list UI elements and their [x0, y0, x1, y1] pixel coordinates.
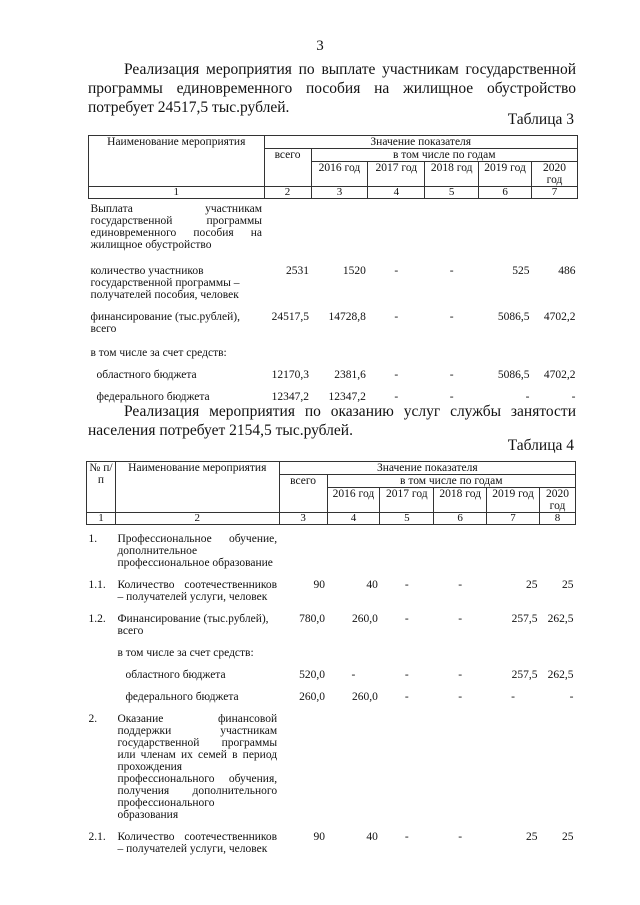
table-row: [87, 709, 576, 827]
table-row: [87, 665, 576, 687]
t3-cell: 2381,6: [334, 369, 366, 381]
t3-cell: -: [394, 265, 399, 277]
t3-row-name: областного бюджета: [96, 369, 197, 381]
t3-row-name: количество участников государственной программы – получателей пособия, человек: [90, 265, 240, 301]
t4-cell: -: [404, 579, 409, 591]
table-row: [89, 199, 578, 262]
t4-row-name: областного бюджета: [125, 669, 226, 681]
t4-row-name: Профессиональное обучение, дополнительное профессиональное образование: [117, 533, 278, 569]
t3-year: 2020 год: [532, 162, 578, 187]
paragraph-table4-intro: [88, 402, 576, 440]
t3-colnum: 3: [311, 187, 368, 199]
t4-header-byyears: в том числе по годам: [327, 475, 575, 488]
t4-cell: 25: [525, 579, 538, 591]
t4-year: 2020 год: [539, 488, 575, 513]
t4-year: 2019 год: [487, 488, 540, 513]
t3-cell: 12347,2: [328, 391, 366, 403]
t3-cell: 12347,2: [271, 391, 309, 403]
t4-cell: -: [404, 613, 409, 625]
t3-colnum: 7: [532, 187, 578, 199]
t4-year: 2016 год: [327, 488, 380, 513]
t3-cell: -: [394, 369, 399, 381]
t3-colnum: 5: [425, 187, 479, 199]
t3-colnum: 1: [89, 187, 265, 199]
t4-year: 2017 год: [380, 488, 434, 513]
table-3: [88, 135, 578, 409]
t4-cell: 25: [562, 831, 574, 843]
t4-cell: -: [569, 691, 574, 703]
t3-cell: -: [571, 391, 576, 403]
t3-cell: -: [449, 265, 454, 277]
t4-cell: -: [458, 579, 463, 591]
t3-cell: 4702,2: [543, 369, 576, 381]
table-row: [87, 643, 576, 665]
t3-year: 2018 год: [425, 162, 479, 187]
t3-cell: 2531: [286, 265, 309, 277]
t4-cell: 260,0: [352, 613, 378, 625]
t3-row-name: в том числе за счет средств:: [90, 347, 227, 359]
t4-row-name: Количество соотечественников – получателей услуги, человек: [117, 831, 278, 855]
t4-cell: 262,5: [547, 613, 574, 625]
t4-row-no: 1.2.: [88, 613, 106, 625]
table-row: [87, 525, 576, 576]
t4-row-name: федерального бюджета: [125, 691, 239, 703]
t3-cell: -: [449, 311, 454, 323]
t4-cell: 257,5: [511, 613, 538, 625]
t4-row-no: [87, 665, 116, 687]
t4-cell: 90: [313, 579, 326, 591]
t4-header-value: Значение показателя: [279, 462, 575, 475]
t4-cell: 40: [366, 831, 378, 843]
t4-row-name: Финансирование (тыс.рублей), всего: [117, 613, 269, 637]
page-number: 3: [316, 38, 324, 54]
t3-cell: -: [525, 391, 530, 403]
t3-cell: -: [449, 391, 454, 403]
table-row: [87, 609, 576, 643]
t4-cell: -: [404, 691, 409, 703]
t4-row-no: 2.: [88, 713, 98, 725]
paragraph-table3-intro: [88, 60, 576, 117]
t4-cell: 25: [525, 831, 538, 843]
t4-header-total: всего: [279, 475, 327, 513]
t3-row-name: Выплата участникам государственной программы единовременного пособия на жилищное обустройство: [90, 203, 263, 251]
t4-row-no: [87, 643, 116, 665]
t4-cell: 40: [366, 579, 378, 591]
t4-cell: -: [458, 831, 463, 843]
t4-cell: 90: [313, 831, 326, 843]
t4-cell: 520,0: [299, 669, 326, 681]
table-row: [89, 307, 578, 341]
t4-row-no: 2.1.: [88, 831, 106, 843]
t4-header-name: Наименование мероприятия: [115, 462, 279, 513]
t4-cell: 262,5: [547, 669, 574, 681]
t4-row-no: [87, 687, 116, 709]
t4-cell: -: [458, 613, 463, 625]
t3-cell: 24517,5: [271, 311, 309, 323]
table3-title: Таблица 3: [507, 111, 574, 128]
t3-year: 2016 год: [311, 162, 368, 187]
table-row: [87, 575, 576, 609]
t3-cell: -: [394, 311, 399, 323]
t4-colnum: 7: [487, 513, 540, 525]
t4-cell: 780,0: [299, 613, 326, 625]
t3-colnum: 4: [368, 187, 425, 199]
t4-cell: -: [458, 669, 463, 681]
table-row: [89, 365, 578, 387]
t4-cell: 260,0: [299, 691, 326, 703]
t4-cell: 257,5: [511, 669, 538, 681]
t4-colnum: 1: [87, 513, 116, 525]
t3-cell: 14728,8: [328, 311, 366, 323]
t4-row-no: 1.: [88, 533, 98, 545]
t3-cell: -: [449, 369, 454, 381]
t3-row-name: финансирование (тыс.рублей), всего: [90, 311, 240, 335]
t3-cell: 5086,5: [497, 311, 530, 323]
table-row: [87, 827, 576, 861]
t4-cell: -: [458, 691, 463, 703]
table-row: [89, 341, 578, 365]
table4-title: Таблица 4: [507, 437, 574, 454]
t4-colnum: 4: [327, 513, 380, 525]
t3-cell: 5086,5: [497, 369, 530, 381]
paragraph-text: Реализация мероприятия по оказанию услуг службы занятости населения потребует 2154,5 тыс.рублей.: [88, 403, 576, 439]
t4-colnum: 2: [115, 513, 279, 525]
t3-cell: 12170,3: [271, 369, 309, 381]
t4-cell: 260,0: [352, 691, 378, 703]
t3-cell: 525: [512, 265, 530, 277]
t4-cell: -: [351, 669, 356, 681]
t4-colnum: 5: [380, 513, 434, 525]
table-row: [89, 261, 578, 307]
t4-header-no: № п/п: [87, 462, 116, 513]
t4-row-name: Количество соотечественников – получателей услуги, человек: [117, 579, 278, 603]
t3-header-value: Значение показателя: [264, 136, 577, 149]
t3-cell: 1520: [342, 265, 366, 277]
t3-row-name: федерального бюджета: [96, 391, 210, 403]
t3-header-byyears: в том числе по годам: [311, 149, 578, 162]
t3-cell: 486: [558, 265, 576, 277]
t3-colnum: 2: [264, 187, 311, 199]
t4-row-name: Оказание финансовой поддержки участникам государственной программы или членам их семей в период прохождения профессионального обучения, получения дополнительного профессионального образования: [117, 713, 278, 821]
t4-row-no: 1.1.: [88, 579, 106, 591]
t4-colnum: 6: [434, 513, 487, 525]
t4-cell: -: [404, 831, 409, 843]
t3-cell: -: [394, 391, 399, 403]
t3-header-name: Наименование мероприятия: [89, 136, 265, 187]
t3-colnum: 6: [479, 187, 532, 199]
t3-year: 2019 год: [479, 162, 532, 187]
t4-cell: 25: [562, 579, 574, 591]
paragraph-text: Реализация мероприятия по выплате участникам государственной программы единовременного пособия на жилищное обустройство потребует 24517,5 тыс.рублей.: [88, 61, 576, 116]
t4-cell: -: [511, 691, 515, 703]
t4-row-name: в том числе за счет средств:: [117, 647, 254, 659]
table-row: [87, 687, 576, 709]
t4-colnum: 8: [539, 513, 575, 525]
table-4: [86, 461, 576, 861]
t4-year: 2018 год: [434, 488, 487, 513]
t3-header-total: всего: [264, 149, 311, 187]
t3-cell: 4702,2: [543, 311, 576, 323]
t4-cell: -: [404, 669, 409, 681]
t3-year: 2017 год: [368, 162, 425, 187]
t4-colnum: 3: [279, 513, 327, 525]
